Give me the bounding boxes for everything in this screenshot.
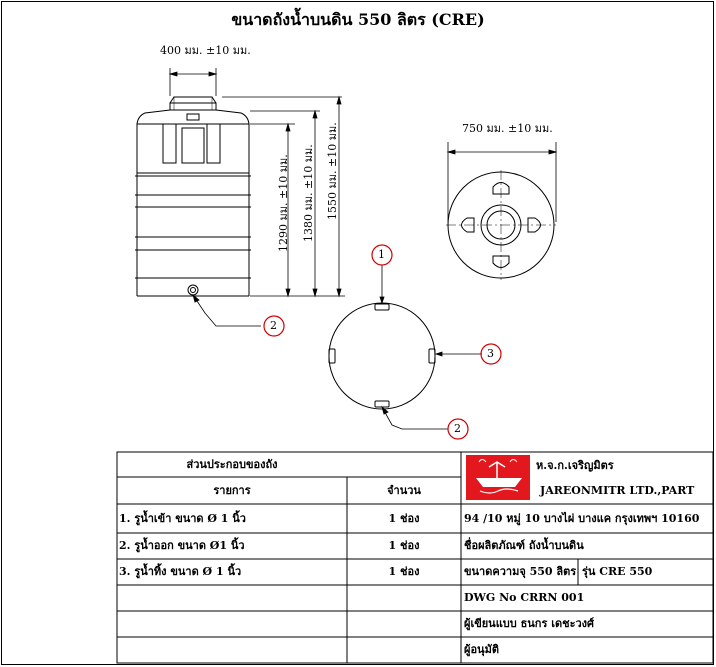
product-name: ชื่อผลิตภัณฑ์ ถังน้ำบนดิน — [464, 539, 584, 552]
tank-plan-view — [329, 303, 435, 409]
diameter-dimension — [448, 142, 556, 222]
company-name-english: JAREONMITR LTD.,PART — [540, 484, 695, 497]
callout-2-front: 2 — [270, 319, 277, 332]
callout-2-plan: 2 — [454, 422, 461, 435]
drawing-number: DWG No CRRN 001 — [464, 591, 585, 604]
tank-top-view — [446, 170, 556, 280]
model-label: รุ่น CRE 550 — [582, 565, 653, 578]
callout-3: 3 — [487, 347, 494, 360]
capacity-label: ขนาดความจุ 550 ลิตร — [464, 565, 577, 578]
column-item-header: รายการ — [213, 484, 251, 497]
diameter-label: 750 มม. ±10 มม. — [462, 122, 553, 135]
height-1380-label: 1380 มม. ±10 มม. — [302, 144, 315, 242]
row-1-qty: 1 ช่อง — [388, 512, 420, 525]
row-2-item: 2. รูน้ำออก ขนาด Ø1 นิ้ว — [119, 539, 245, 552]
row-3-item: 3. รูน้ำทิ้ง ขนาด Ø 1 นิ้ว — [119, 565, 242, 578]
top-width-dimension — [170, 68, 216, 96]
approved-by: ผู้อนุมัติ — [464, 643, 499, 656]
column-qty-header: จำนวน — [387, 484, 421, 497]
callout-1: 1 — [378, 248, 385, 261]
height-1290-label: 1290 มม. ±10 มม. — [277, 154, 290, 252]
drawn-by: ผู้เขียนแบบ ธนกร เดชะวงศ์ — [464, 617, 595, 630]
company-logo — [466, 455, 530, 500]
company-address: 94 /10 หมู่ 10 บางไผ่ บางแค กรุงเทพฯ 10160 — [464, 512, 700, 525]
row-1-item: 1. รูน้ำเข้า ขนาด Ø 1 นิ้ว — [119, 512, 246, 525]
company-name-thai: ห.จ.ก.เจริญมิตร — [536, 459, 614, 472]
drawing-title: ขนาดถังน้ำบนดิน 550 ลิตร (CRE) — [231, 10, 485, 29]
height-1550-label: 1550 มม. ±10 มม. — [326, 122, 339, 220]
row-3-qty: 1 ช่อง — [388, 565, 420, 578]
top-width-label: 400 มม. ±10 มม. — [160, 44, 251, 57]
row-2-qty: 1 ช่อง — [388, 539, 420, 552]
tank-front-view — [135, 97, 251, 296]
table-heading: ส่วนประกอบของถัง — [186, 458, 278, 471]
